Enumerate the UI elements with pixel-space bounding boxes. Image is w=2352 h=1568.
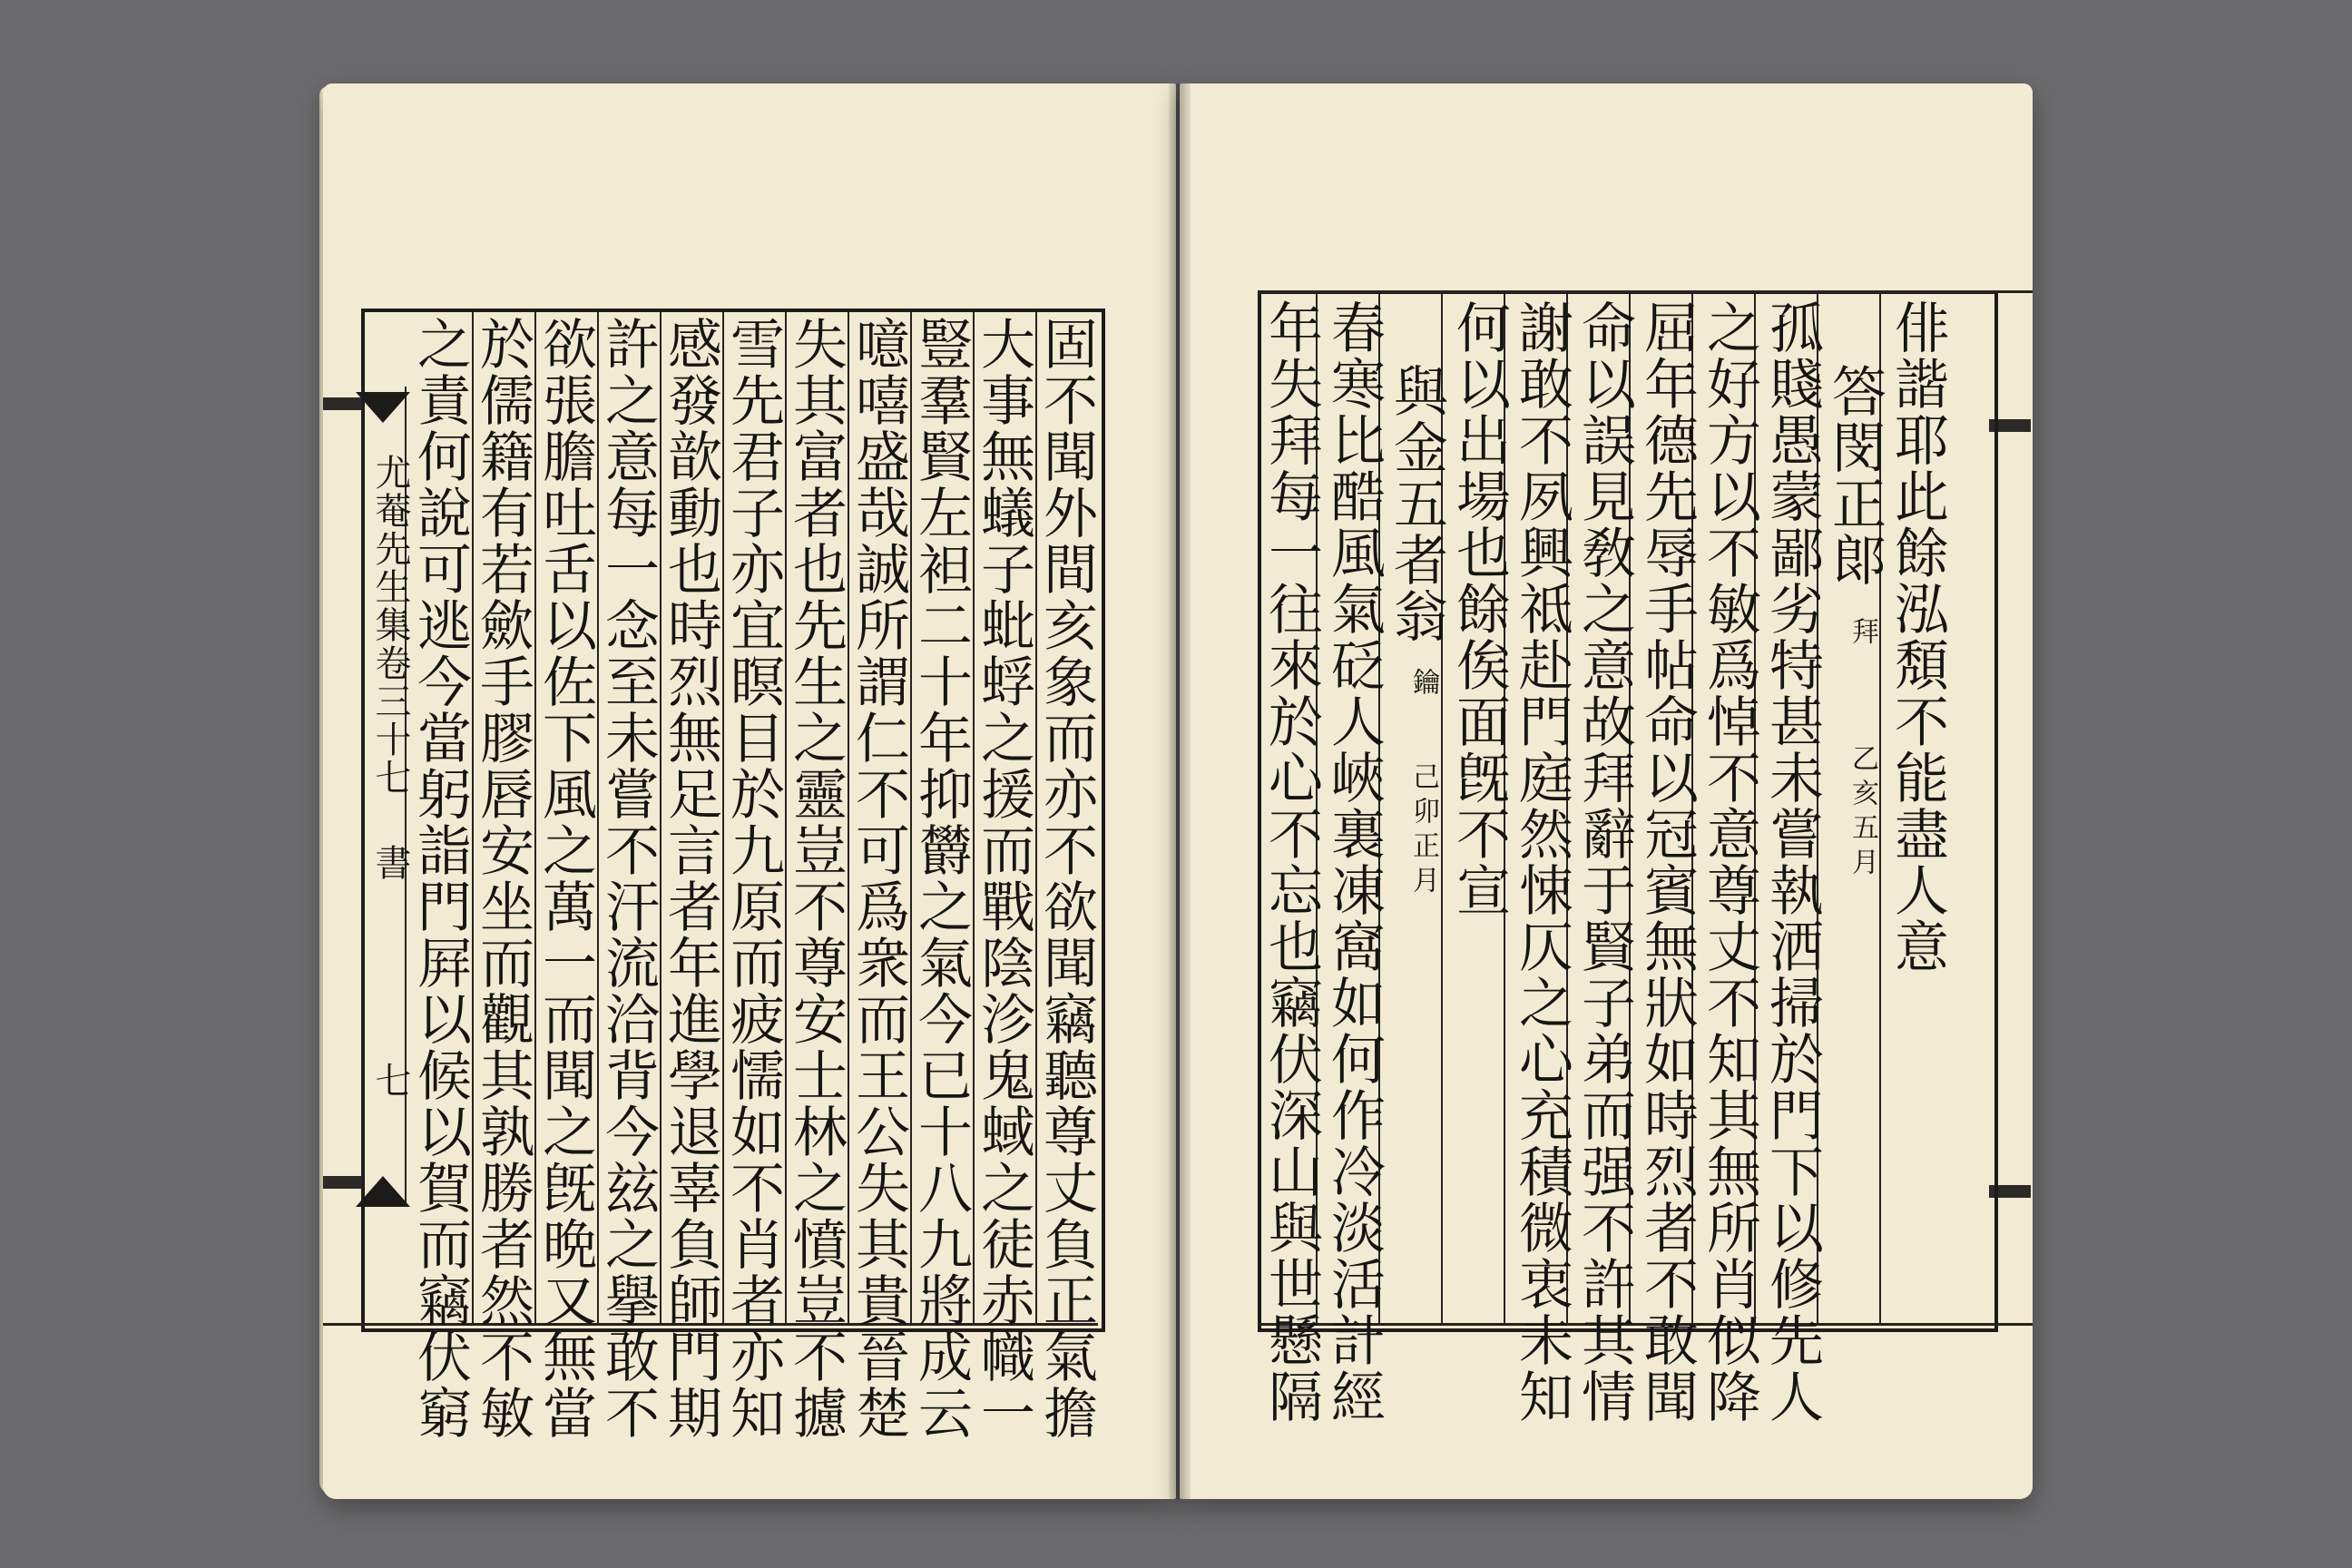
text-column: 固不聞外間亥象而亦不欲聞竊聽尊丈負正氣擔: [1034, 316, 1098, 1441]
right-top-rule: [1258, 290, 2033, 293]
center-book-title: 尤菴先生集卷三十七: [369, 454, 411, 797]
text-column: 豎羣賢左袒二十年抑欝之氣今已十八九將成云: [909, 316, 973, 1441]
upper-fishtail-mark: [356, 392, 410, 423]
text-column: 年失拜每一往來於心不忘也竊伏深山與世懸隔: [1259, 299, 1323, 1425]
center-page-number: 七: [369, 1062, 411, 1100]
book-gutter: [1169, 83, 1191, 1499]
letter-date: 乙亥五月: [1847, 744, 1878, 882]
text-column: 命以誤見敎之意故拜辭于賢子弟而强不許其情: [1573, 299, 1636, 1425]
letter-title: 答閔正郞: [1823, 363, 1886, 588]
text-column: 春寒比酷風氣砭人峽裏凍窩如何作冷淡活計經: [1322, 299, 1386, 1425]
text-column: 許之意每一念至未嘗不汗流洽背今玆之擧敢不: [596, 316, 660, 1441]
text-column: 孤賤愚蒙鄙劣特甚未嘗執洒掃於門下以修先人: [1760, 299, 1824, 1425]
text-column: 俳諧耶此餘泓頽不能盡人意: [1886, 299, 1949, 975]
text-column: 謝敢不夙興祗赴門庭然悚仄之心充積微衷未知: [1510, 299, 1573, 1425]
letter-note: 拜: [1847, 617, 1878, 652]
text-column: 之責何說可逃今當躬詣門屛以候以賀而竊伏窮: [408, 316, 472, 1441]
text-column: 屈年德先辱手帖命以冠賓無狀如時烈者不敢聞: [1635, 299, 1699, 1425]
letter-date: 己卯正月: [1407, 762, 1439, 900]
text-column: 大事無蟻子蚍蜉之援而戰陰沴鬼蜮之徒赤幟一: [972, 316, 1035, 1441]
text-column: 感發歆動也時烈無足言者年進學退辜負師門期: [659, 316, 722, 1441]
letter-note: 鑰: [1407, 668, 1439, 702]
text-column: 失其富者也先生之靈豈不尊安士林之憤豈不攄: [784, 316, 848, 1441]
text-column: 於儒籍有若歛手膠唇安坐而觀其孰勝者然不敏: [471, 316, 534, 1441]
text-column: 何以出場也餘俟面旣不宣: [1447, 299, 1511, 918]
text-column: 雪先君子亦宜瞑目於九原而疲懦如不肖者亦知: [721, 316, 785, 1441]
text-column: 欲張膽吐舌以佐下風之萬一而聞之旣晩又無當: [534, 316, 597, 1441]
text-column: 噫嘻盛哉誠所謂仁不可爲衆而王公失其貴晉楚: [847, 316, 910, 1441]
letter-title: 與金五者翁: [1385, 363, 1448, 644]
text-column: 之好方以不敏爲悼不意尊丈不知其無所肖似降: [1698, 299, 1761, 1425]
center-section-label: 書: [369, 844, 411, 882]
lower-fishtail-mark: [356, 1176, 410, 1207]
